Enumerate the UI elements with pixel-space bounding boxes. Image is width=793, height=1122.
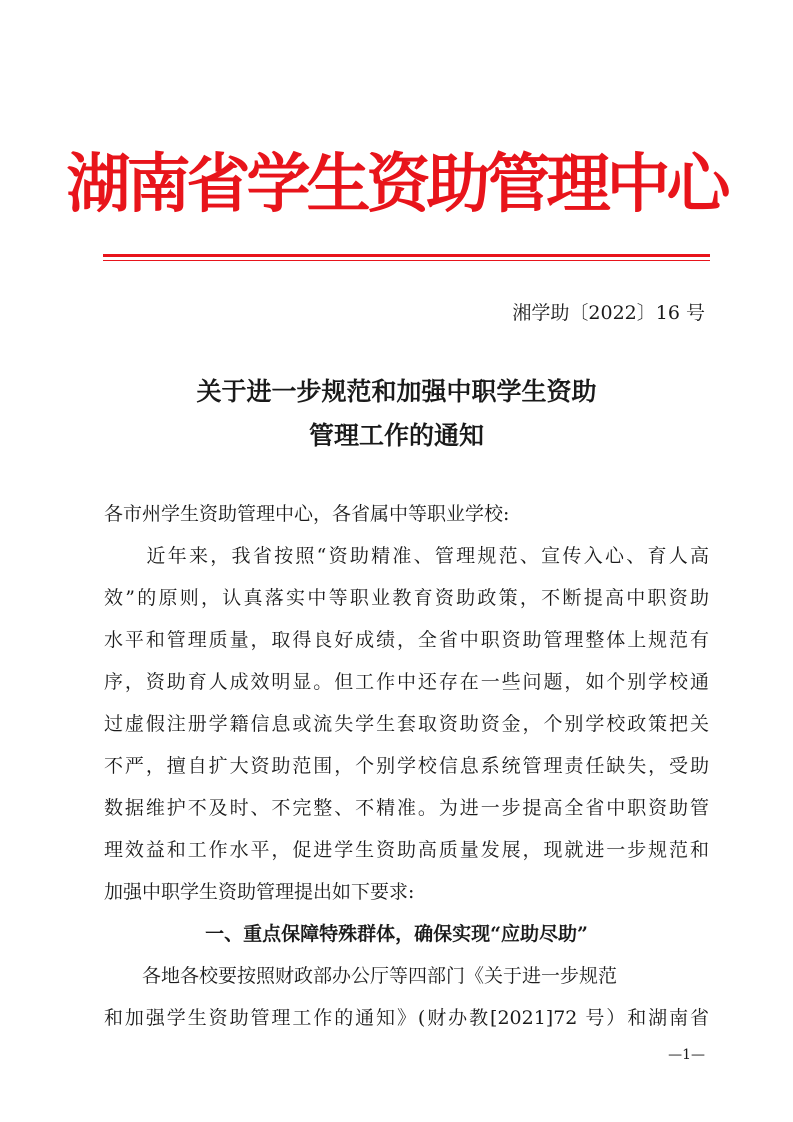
- masthead-rule-thick: [103, 254, 710, 257]
- body-line: 水平和管理质量，取得良好成绩，全省中职资助管理整体上规范有: [104, 629, 709, 651]
- body-line: 近年来，我省按照“资助精准、管理规范、宣传入心、育人高: [104, 545, 709, 567]
- document-title-line-1: 关于进一步规范和加强中职学生资助: [196, 377, 597, 406]
- salutation-line: 各市州学生资助管理中心，各省属中等职业学校:: [104, 503, 510, 525]
- body-line: 理效益和工作水平，促进学生资助高质量发展，现就进一步规范和: [104, 839, 709, 861]
- body-line: 加强中职学生资助管理提出如下要求:: [104, 881, 415, 903]
- document-number: 湘学助〔2022〕16 号: [512, 302, 705, 324]
- body-line: 不严，擅自扩大资助范围，个别学校信息系统管理责任缺失，受助: [104, 755, 709, 777]
- body-line: 各地各校要按照财政部办公厅等四部门《关于进一步规范: [104, 965, 618, 987]
- body-line: 序，资助育人成效明显。但工作中还存在一些问题，如个别学校通: [104, 671, 709, 693]
- document-title-line-2: 管理工作的通知: [308, 421, 484, 450]
- body-line: 和加强学生资助管理工作的通知》(财办教[2021]72 号）和湖南省: [104, 1007, 709, 1029]
- body-line: 效”的原则，认真落实中等职业教育资助政策，不断提高中职资助: [104, 587, 709, 609]
- masthead-rule-thin: [103, 260, 710, 261]
- masthead-org-name: 湖南省学生资助管理中心: [66, 147, 727, 222]
- body-line: 过虚假注册学籍信息或流失学生套取资助资金，个别学校政策把关: [104, 713, 709, 735]
- section-heading-1: 一、重点保障特殊群体，确保实现“应助尽助”: [205, 923, 588, 945]
- body-line: 数据维护不及时、不完整、不精准。为进一步提高全省中职资助管: [104, 797, 709, 819]
- page-number: —1—: [668, 1047, 705, 1063]
